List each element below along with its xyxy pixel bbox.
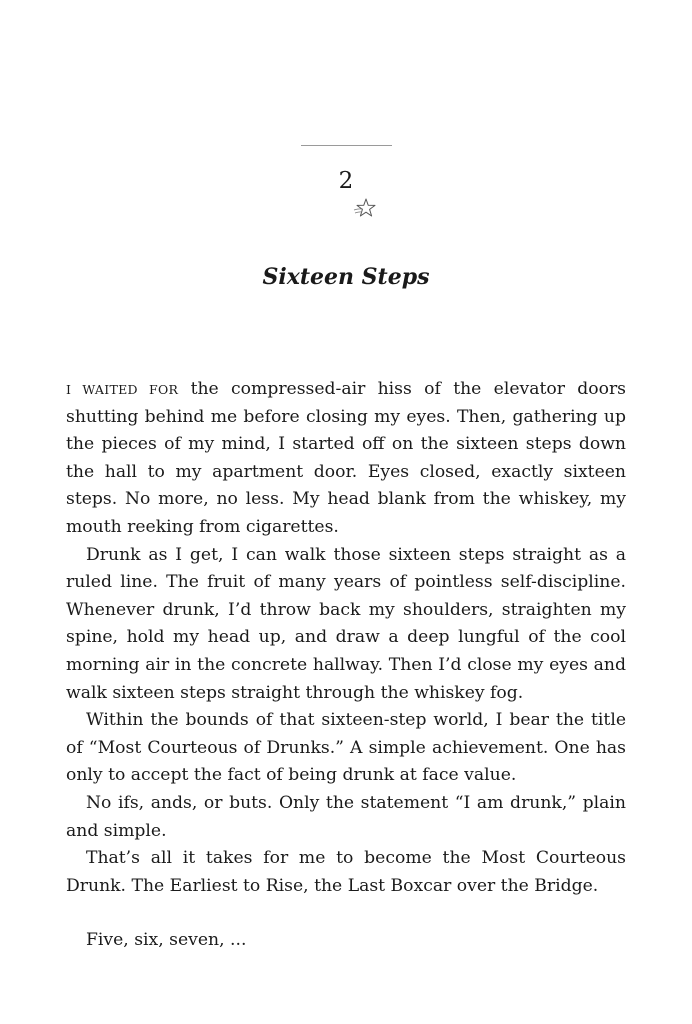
chapter-number: 2 — [338, 168, 354, 194]
star-icon — [352, 197, 378, 219]
paragraph-3: Within the bounds of that sixteen-step world, I bear the title of “Most Courteous of Drunks.” A simple achievement. One has only to accept the fact of being drunk at face value. — [66, 710, 626, 786]
paragraph-2: Drunk as I get, I can walk those sixteen steps straight as a ruled line. The fruit of many years of pointless self-discipline. Whenever drunk, I’d throw back my shoulders, straighten my spine, hold my head up, and draw a deep lungful of the cool morning air in the concrete hallway. Then I’d close my eyes and walk sixteen steps straight through the whiskey fog. — [66, 544, 626, 703]
chapter-rule — [301, 145, 392, 146]
paragraph-1 — [66, 376, 626, 542]
chapter-text — [66, 376, 626, 900]
lead-in-smallcaps: I WAITED FOR — [66, 382, 179, 397]
paragraph-4: No ifs, ands, or buts. Only the statement “I am drunk,” plain and simple. — [66, 792, 626, 841]
final-line: Five, six, seven, ... — [86, 930, 247, 950]
chapter-title: Sixteen Steps — [262, 264, 430, 290]
paragraph-1-text: the compressed-air hiss of the elevator doors shutting behind me before closing my eyes. Then, gathering up the pieces of my mind, I started off on the sixteen steps down the hall to my apartment door. Eyes closed, exactly sixteen steps. No more, no less. My head blank from the whiskey, my mouth reeking from cigarettes. — [66, 379, 627, 537]
paragraph-5: That’s all it takes for me to become the Most Courteous Drunk. The Earliest to Rise, the Last Boxcar over the Bridge. — [66, 848, 626, 896]
